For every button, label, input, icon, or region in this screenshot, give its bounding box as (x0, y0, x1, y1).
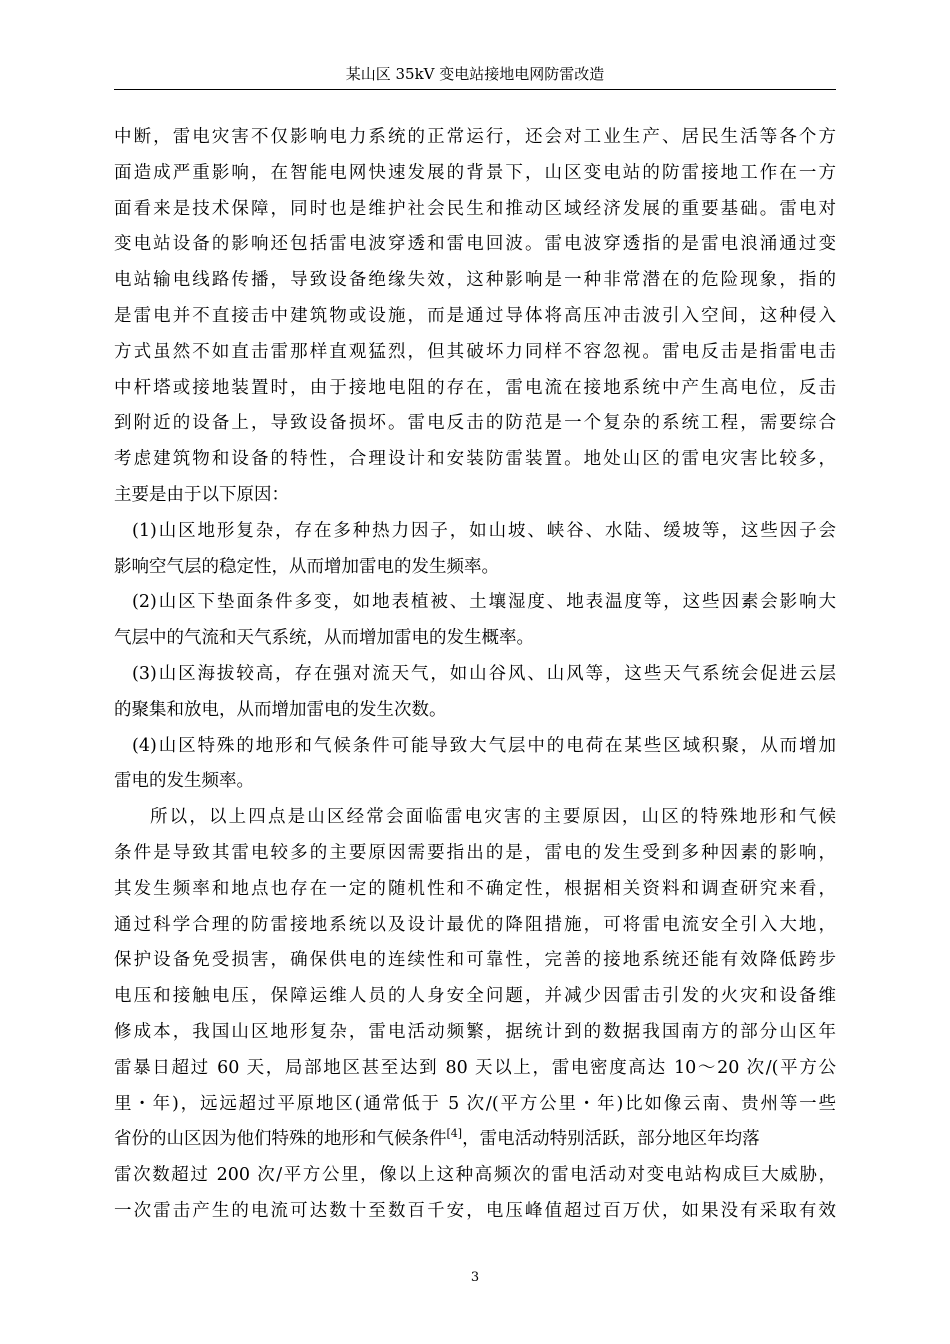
text-segment: 省份的山区因为他们特殊的地形和气候条件 (114, 1129, 447, 1150)
list-item-3-line: 的聚集和放电，从而增加雷电的发生次数。 (114, 699, 447, 720)
text-line: 修成本，我国山区地形复杂，雷电活动频繁，据统计到的数据我国南方的部分山区年 (114, 1021, 836, 1042)
text-line: 方式虽然不如直击雷那样直观猛烈，但其破坏力同样不容忽视。雷电反击是指雷电击 (114, 341, 836, 362)
header-divider (114, 89, 836, 90)
list-item-3-line: (3)山区海拔较高，存在强对流天气，如山谷风、山风等，这些天气系统会促进云层 (132, 663, 836, 684)
text-line: 其发生频率和地点也存在一定的随机性和不确定性，根据相关资料和调查研究来看， (114, 878, 836, 899)
page-number: 3 (470, 1270, 480, 1285)
text-line: 变电站设备的影响还包括雷电波穿透和雷电回波。雷电波穿透指的是雷电浪涌通过变 (114, 234, 836, 255)
text-line: 电站输电线路传播，导致设备绝缘失效，这种影响是一种非常潜在的危险现象，指的 (114, 270, 836, 291)
text-line: 雷暴日超过 60 天，局部地区甚至达到 80 天以上，雷电密度高达 10～20 次/(平方公 (114, 1057, 836, 1078)
text-line: 通过科学合理的防雷接地系统以及设计最优的降阻措施，可将雷电流安全引入大地， (114, 914, 836, 935)
text-line: 电压和接触电压，保障运维人员的人身安全问题，并减少因雷击引发的火灾和设备维 (114, 986, 836, 1007)
list-item-2-line: 气层中的气流和天气系统，从而增加雷电的发生概率。 (114, 628, 534, 649)
text-line: 主要是由于以下原因： (114, 484, 289, 505)
list-item-2-line: (2)山区下垫面条件多变，如地表植被、土壤湿度、地表温度等，这些因素会影响大 (132, 592, 836, 613)
text-line: 条件是导致其雷电较多的主要原因需要指出的是，雷电的发生受到多种因素的影响， (114, 842, 836, 863)
citation-marker: [4] (446, 1127, 463, 1141)
body-text (114, 120, 836, 1230)
list-item-1-line: 影响空气层的稳定性，从而增加雷电的发生频率。 (114, 556, 499, 577)
text-line: 考虑建筑物和设备的特性，合理设计和安装防雷装置。地处山区的雷电灾害比较多， (114, 449, 836, 470)
text-line: 保护设备免受损害，确保供电的连续性和可靠性，完善的接地系统还能有效降低跨步 (114, 950, 836, 971)
text-line: 所以，以上四点是山区经常会面临雷电灾害的主要原因，山区的特殊地形和气候 (150, 807, 836, 828)
text-line-with-citation (114, 1122, 836, 1158)
text-line: 中断，雷电灾害不仅影响电力系统的正常运行，还会对工业生产、居民生活等各个方 (114, 127, 836, 147)
text-line: 是雷电并不直接击中建筑物或设施，而是通过导体将高压冲击波引入空间，这种侵入 (114, 305, 836, 326)
list-item-1-line: (1)山区地形复杂，存在多种热力因子，如山坡、峡谷、水陆、缓坡等，这些因子会 (132, 520, 836, 541)
text-line: 面造成严重影响，在智能电网快速发展的背景下，山区变电站的防雷接地工作在一方 (114, 162, 836, 183)
list-item-4-line: (4)山区特殊的地形和气候条件可能导致大气层中的电荷在某些区域积聚，从而增加 (132, 735, 836, 756)
text-line: 里・年)，远远超过平原地区(通常低于 5 次/(平方公里・年)比如像云南、贵州等一些 (114, 1093, 836, 1114)
text-line: 面看来是技术保障，同时也是维护社会民生和推动区域经济发展的重要基础。雷电对 (114, 198, 836, 219)
text-line: 一次雷击产生的电流可达数十至数百千安，电压峰值超过百万伏，如果没有采取有效 (114, 1200, 836, 1221)
list-item-4-line: 雷电的发生频率。 (114, 771, 254, 792)
text-line: 到附近的设备上，导致设备损坏。雷电反击的防范是一个复杂的系统工程，需要综合 (114, 413, 836, 434)
text-line: 中杆塔或接地装置时，由于接地电阻的存在，雷电流在接地系统中产生高电位，反击 (114, 377, 836, 398)
running-header: 某山区 35kV 变电站接地电网防雷改造 (345, 65, 605, 83)
text-segment: ，雷电活动特别活跃，部分地区年均落 (462, 1129, 760, 1150)
text-line: 雷次数超过 200 次/平方公里，像以上这种高频次的雷电活动对变电站构成巨大威胁， (114, 1165, 836, 1186)
